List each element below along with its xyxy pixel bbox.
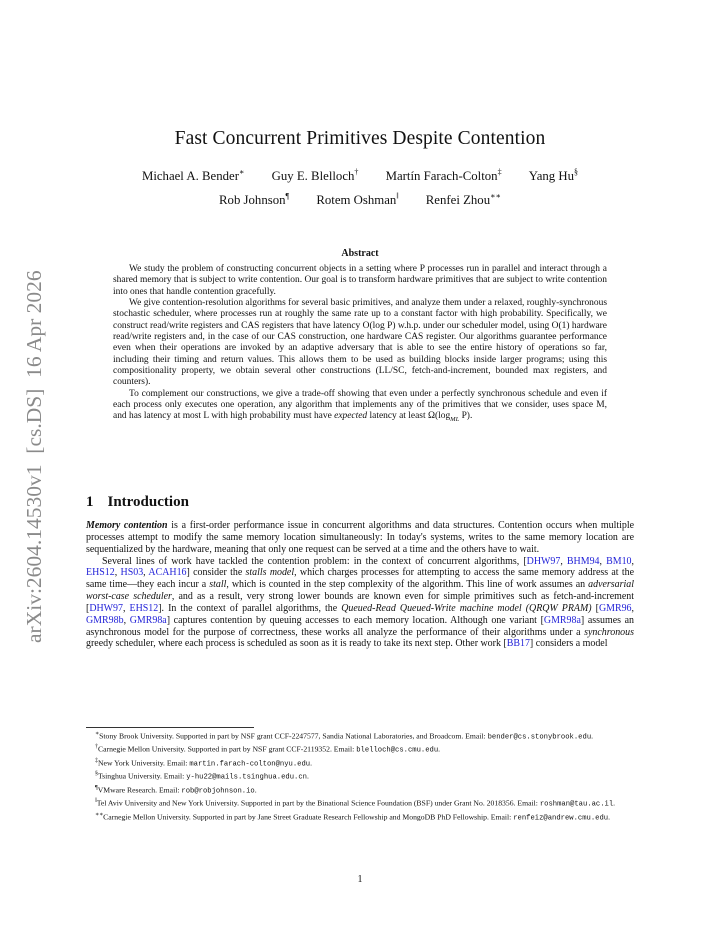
author: Michael A. Bender∗ [141,168,245,184]
author-line-1 [0,168,720,184]
intro-body [86,520,634,650]
citation-link[interactable]: GMR98a [543,614,581,626]
footnote-rule [86,727,254,728]
abstract [113,264,607,426]
intro-paragraph: Memory contention is a first-order performance issue in concurrent algorithms and data structures. Contention occurs when multiple processes attempt to modify the same memory location simultaneously: In today's systems, writes to the same memory location are sequentialized by the hardware, meaning that only one request can be served at a time and the others have to wait. [86,520,634,555]
author: Renfei Zhou∗∗ [425,192,501,208]
page-number: 1 [357,874,363,885]
abstract-paragraph: To complement our constructions, we give a trade-off showing that even under a perfectly synchronous schedule and even if each process only executes one operation, any algorithm that implements any of the primitives that we consider, uses space M, and has latency at most L with high probability must have expected latency at least $\Omega(\log_{ML}$ P). [113,388,607,424]
author-line-2 [0,192,720,208]
citation-link[interactable]: GMR98a [129,614,167,626]
footnote: ∗Stony Brook University. Supported in part by NSF grant CCF-2247577, Sandia National Laboratories, and Broadcom. Email: bender@cs.stonybrook.edu. [95,731,594,742]
footnote: ‡New York University. Email: martin.farach-colton@nyu.edu. [95,757,313,769]
citation-link[interactable]: HS03 [120,567,144,579]
citation-link[interactable]: BB17 [506,638,530,650]
author: Guy E. Blelloch† [271,168,359,184]
footnote: †Carnegie Mellon University. Supported in part by NSF grant CCF-2119352. Email: blelloch@cs.cmu.edu. [95,744,441,756]
citation-link[interactable]: ACAH16 [148,567,187,579]
citation-link[interactable]: DHW97 [526,555,561,567]
citation-link[interactable]: EHS12 [129,602,159,614]
author: Martín Farach-Colton‡ [385,168,502,184]
author: Yang Hu§ [528,168,579,184]
arxiv-stamp-text: arXiv:2604.14530v1 [cs.DS] 16 Apr 2026 [22,270,46,643]
citation-link[interactable]: GMR96 [598,602,632,614]
citation-link[interactable]: GMR98b [86,614,124,626]
footnote: §Tsinghua University. Email: y-hu22@mails.tsinghua.edu.cn. [95,771,309,782]
abstract-paragraph: We give contention-resolution algorithms for several basic primitives, and analyze them under a relaxed, roughly-synchronous stochastic scheduler, where processes run at roughly the same rate up to a constant factor with high probability. Specifically, we construct read/write registers and CAS registers that have latency O(log P) w.h.p. under our scheduler model, using O(1) hardware read/write registers and, in the case of our CAS construction, one hardware CAS register. Our algorithms guarantee performance even when their operations are invoked by an adaptive adversary that is able to see the entire history of operations so far, including their timing and return values. This allows them to be used as building blocks inside larger programs; using this compositionality property, we obtain several other constructions (LL/SC, fetch-and-increment, bounded max registers, and counters). [113,298,607,388]
citation-link[interactable]: BM10 [606,555,632,567]
footnotes [86,730,634,824]
intro-paragraph: Several lines of work have tackled the contention problem: in the context of concurrent algorithms, [DHW97, BHM94, BM10, EHS12, HS03, ACAH16] consider the stalls model, which charges processes for attempting to access the same memory address at the same time—they each incur a stall, which is counted in the step complexity of the algorithm. This line of work assumes an adversarial worst-case scheduler, and as a result, very strong lower bounds are known even for simple primitives such as fetch-and-increment [DHW97, EHS12]. In the context of parallel algorithms, the Queued-Read Queued-Write machine model (QRQW PRAM) [GMR96, GMR98b, GMR98a] captures contention by queuing accesses to each memory location. Although one variant [GMR98a] assumes an asynchronous model for the purpose of correctness, these works all analyze the performance of their algorithms under a synchronous greedy scheduler, where each process is scheduled as soon as it is ready to take its next step. Other work [BB17] considers a model [86,555,635,650]
author: Rotem Oshman‖ [316,192,399,208]
author: Rob Johnson¶ [219,192,290,208]
footnote: ∗∗Carnegie Mellon University. Supported in part by Jane Street Graduate Research Fellowship and MongoDB PhD Fellowship. Email: renfeiz@andrew.cmu.edu. [95,811,611,823]
citation-link[interactable]: BHM94 [566,555,600,567]
footnote: ¶VMware Research. Email: rob@robjohnson.io. [95,784,257,796]
abstract-heading: Abstract [341,248,379,259]
footnote: ‖Tel Aviv University and New York University. Supported in part by the Binational Science Foundation (BSF) under Grant No. 2018356. Email: roshman@tau.ac.il. [95,798,616,809]
citation-link[interactable]: DHW97 [89,602,123,614]
citation-link[interactable]: EHS12 [86,567,115,579]
paper-title: Fast Concurrent Primitives Despite Contention [174,128,546,149]
section-heading: 1 Introduction [86,494,189,510]
arxiv-stamp [17,260,49,645]
abstract-paragraph: We study the problem of constructing concurrent objects in a setting where P processes run in parallel and interact through a shared memory that is subject to write contention. Our goal is to transform hardware primitives that are subject to write contention into ones that handle contention gracefully. [113,264,607,297]
